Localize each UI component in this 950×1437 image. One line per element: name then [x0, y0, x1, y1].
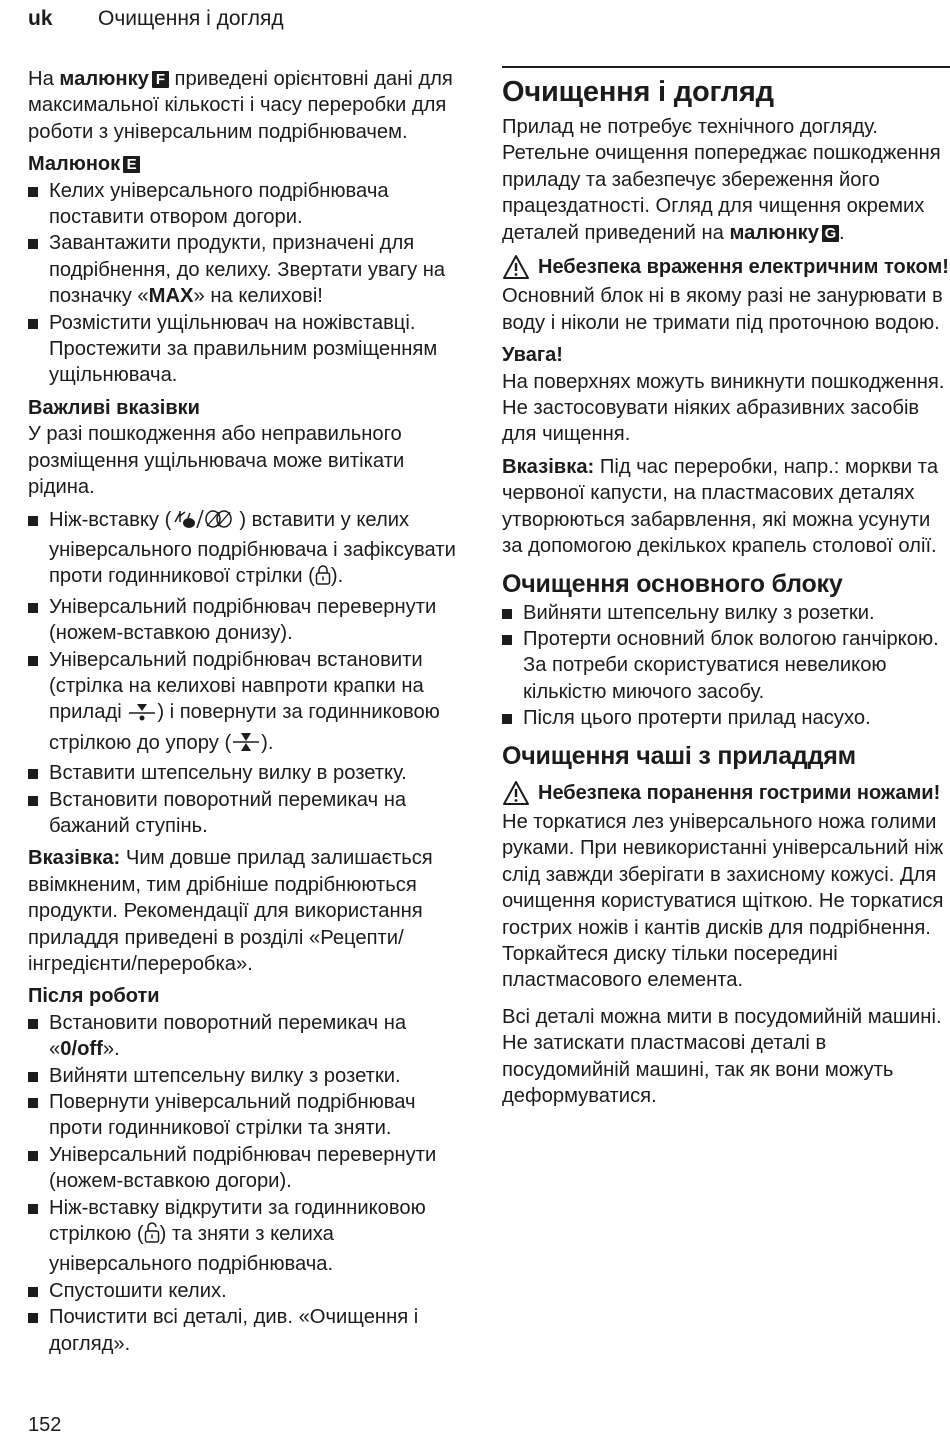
running-title: Очищення і догляд [98, 7, 284, 30]
care-intro-paragraph: Прилад не потребує технічного догляду. Ретельне очищення попереджає пошкодження приладу та забезпечує збереження його працездатності. Огляд для чищення окремих деталей приведений на малюнку G . [502, 116, 941, 244]
bowl-cleaning-title: Очищення чаші з приладдям [502, 741, 856, 770]
title-rule [502, 66, 950, 68]
base-cleaning-title: Очищення основного блоку [502, 569, 843, 598]
blades-warning-text: Не торкатися лез універсального ножа голими руками. При невикористанні універсальний ніж слід завжди зберігати в захисному кожусі. Для очищення користуватися щіткою. Не торкатися гострих ножів і кантів дисків для подрібнення. Торкайтеся диску тільки посередині пластмасового елемента. [502, 810, 944, 992]
lock-closed-icon [315, 564, 331, 593]
note-paragraph: Вказівка: Під час переробки, напр.: моркви та червоної капусти, на пластмасових деталях утворюються забарвлення, які можна усунути за допомогою декількох крапель столової олії. [502, 455, 939, 558]
dot-arrow-icon [127, 700, 157, 729]
left-column [28, 66, 473, 1363]
important-text: У разі пошкодження або неправильного розміщення ущільнювача може витікати рідина. [28, 423, 405, 499]
list-item: Почистити всі деталі, див. «Очищення і догляд». [28, 1304, 473, 1357]
preparation-list [28, 178, 473, 389]
after-use-heading: Після роботи [28, 985, 160, 1008]
list-item: Вставити штепсельну вилку в розетку. [28, 760, 473, 786]
dishwasher-text: Всі деталі можна мити в посудомийній машині. Не затискати пластмасові деталі в посудомийній машині, так як вони можуть деформуватися. [502, 1005, 942, 1107]
sharp-blades-warning [502, 780, 950, 809]
caution-heading: Увага! [502, 344, 563, 367]
list-item: Спустошити келих. [28, 1278, 473, 1304]
list-item: Ніж-вставку відкрутити за годинниковою стрілкою ( ) та зняти з келиха універсального подрібнювача. [28, 1195, 473, 1278]
lock-position-icon [231, 731, 261, 760]
lock-open-icon [144, 1222, 160, 1251]
list-item: Універсальний подрібнювач перевернути (ножем-вставкою догори). [28, 1142, 473, 1195]
list-item: Вийняти штепсельну вилку з розетки. [502, 600, 950, 626]
warning-icon [502, 780, 530, 806]
assembly-list [28, 507, 473, 840]
list-item: Встановити поворотний перемикач на «0/off». [28, 1010, 473, 1063]
electric-warning-text: Основний блок ні в якому разі не занурювати в воду і ніколи не тримати під проточною водою. [502, 285, 943, 334]
warning-title: Небезпека поранення гострими ножами! [538, 781, 941, 804]
electric-shock-warning [502, 254, 950, 283]
important-heading: Важливі вказівки [28, 396, 200, 419]
list-item: Розмістити ущільнювач на ножівставці. Простежити за правильним розміщенням ущільнювача. [28, 310, 473, 389]
list-item: Встановити поворотний перемикач на бажаний ступінь. [28, 787, 473, 840]
base-cleaning-list [502, 600, 950, 732]
blade-insert-icon [171, 508, 239, 537]
warning-icon [502, 254, 530, 280]
list-item: Ніж-вставку ( ) вставити у келих універсального подрібнювача і зафіксувати проти годинникової стрілки ( ). [28, 507, 473, 594]
caution-text: На поверхнях можуть виникнути пошкодження. Не застосовувати ніяких абразивних засобів для чищення. [502, 370, 945, 446]
list-item: Універсальний подрібнювач встановити (стрілка на келихові навпроти крапки на приладі ) і повернути за годинниковою стрілкою до упору ( ). [28, 647, 473, 761]
list-item: Універсальний подрібнювач перевернути (ножем-вставкою донизу). [28, 594, 473, 647]
language-code: uk [28, 7, 53, 30]
figure-e-badge: E [123, 156, 140, 173]
warning-title: Небезпека враження електричним током! [538, 256, 949, 279]
after-use-list [28, 1010, 473, 1357]
intro-paragraph: На малюнку F приведені орієнтовні дані для максимальної кількості і часу переробки для роботи з універсальним подрібнювачем. [28, 68, 453, 143]
list-item: Повернути універсальний подрібнювач проти годинникової стрілки та зняти. [28, 1089, 473, 1142]
page-header [28, 6, 284, 32]
list-item: Келих універсального подрібнювача поставити отвором догори. [28, 178, 473, 231]
figure-g-badge: G [822, 225, 839, 242]
page-number: 152 [28, 1414, 62, 1436]
note-paragraph: Вказівка: Чим довше прилад залишається ввімкненим, тим дрібніше подрібнюються продукти. Рекомендації для використання приладдя приведені в розділі «Рецепти/інгредієнти/переробка». [28, 847, 433, 975]
right-column [502, 66, 950, 1115]
list-item: Вийняти штепсельну вилку з розетки. [28, 1063, 473, 1089]
section-title: Очищення і догляд [502, 76, 774, 108]
list-item: Після цього протерти прилад насухо. [502, 705, 950, 731]
figure-f-badge: F [152, 71, 169, 88]
list-item: Протерти основний блок вологою ганчіркою. За потреби скористуватися невеликою кількістю миючого засобу. [502, 626, 950, 705]
figure-e-heading: Малюнок E [28, 151, 473, 177]
list-item: Завантажити продукти, призначені для подрібнення, до келиху. Звертати увагу на позначку «MAX» на келихові! [28, 230, 473, 309]
